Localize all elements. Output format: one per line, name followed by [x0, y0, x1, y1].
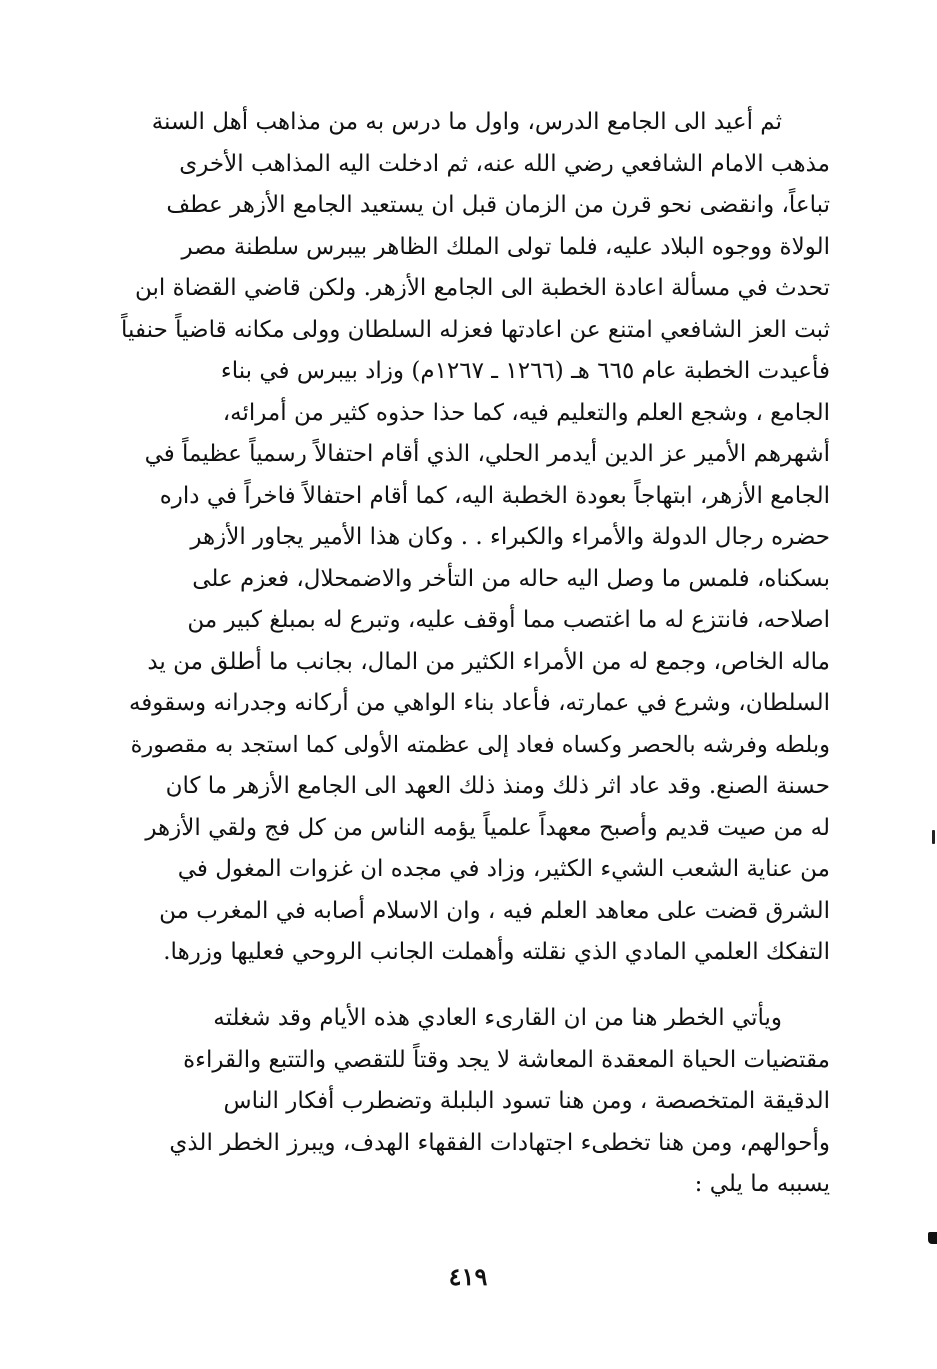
scan-mark — [932, 830, 935, 844]
text-line: ويأتي الخطر هنا من ان القارىء العادي هذه الأيام وقد شغلته — [213, 1005, 782, 1031]
text-line: أشهرهم الأمير عز الدين أيدمر الحلي، الذي أقام احتفالاً رسمياً عظيماً في — [144, 441, 830, 467]
text-line: مذهب الامام الشافعي رضي الله عنه، ثم ادخلت اليه المذاهب الأخرى — [179, 150, 830, 177]
text-line: الولاة ووجوه البلاد عليه، فلما تولى الملك الظاهر بيبرس سلطنة مصر — [181, 233, 830, 260]
text-line: بسكناه، فلمس ما وصل اليه حاله من التأخر والاضمحلال، فعزم على — [192, 565, 830, 592]
scan-mark — [928, 1232, 937, 1244]
paragraph-2 — [118, 998, 830, 1206]
text-line: التفكك العلمي المادي الذي نقلته وأهملت الجانب الروحي فعليها وزرها. — [163, 939, 830, 965]
text-line: ثم أعيد الى الجامع الدرس، واول ما درس به من مذاهب أهل السنة — [151, 109, 782, 135]
paragraph-1 — [118, 102, 830, 974]
text-line: ماله الخاص، وجمع له من الأمراء الكثير من المال، بجانب ما أطلق من يد — [147, 648, 830, 675]
text-line: حسنة الصنع. وقد عاد اثر ذلك ومنذ ذلك العهد الى الجامع الأزهر ما كان — [165, 773, 830, 799]
text-line: يسببه ما يلي : — [694, 1171, 830, 1197]
text-line: الدقيقة المتخصصة ، ومن هنا تسود البلبلة وتضطرب أفكار الناس — [223, 1088, 830, 1114]
text-line: فأعيدت الخطبة عام ٦٦٥ هـ (١٢٦٦ ـ ١٢٦٧م) وزاد بيبرس في بناء — [220, 358, 830, 384]
text-line: وأحوالهم، ومن هنا تخطىء اجتهادات الفقهاء الهدف، ويبرز الخطر الذي — [169, 1129, 830, 1156]
text-line: حضره رجال الدولة والأمراء والكبراء . . وكان هذا الأمير يجاور الأزهر — [190, 524, 830, 550]
text-line: تباعاً، وانقضى نحو قرن من الزمان قبل ان يستعيد الجامع الأزهر عطف — [166, 192, 830, 218]
text-line: من عناية الشعب الشيء الكثير، وزاد في مجده ان غزوات المغول في — [177, 856, 830, 882]
text-line: له من صيت قديم وأصبح معهداً علمياً يؤمه الناس من كل فج ولقي الأزهر — [145, 814, 830, 841]
text-line: مقتضيات الحياة المعقدة المعاشة لا يجد وقتاً للتقصي والتتبع والقراءة — [183, 1046, 830, 1073]
page-number: ٤١٩ — [448, 1262, 488, 1291]
text-line: الجامع الأزهر، ابتهاجاً بعودة الخطبة اليه، كما أقام احتفالاً فاخراً في داره — [159, 482, 830, 509]
text-line: ثبت العز الشافعي امتنع عن اعادتها فعزله السلطان وولى مكانه قاضياً حنفياً — [121, 316, 830, 343]
text-line: الجامع ، وشجع العلم والتعليم فيه، كما حذا حذوه كثير من أمرائه، — [222, 399, 830, 426]
text-line: اصلاحه، فانتزع له ما اغتصب مما أوقف عليه، وتبرع له بمبلغ كبير من — [187, 607, 830, 633]
text-line: السلطان، وشرع في عمارته، فأعاد بناء الواهي من أركانه وجدرانه وسقوفه — [128, 690, 830, 716]
text-line: الشرق قضت على معاهد العلم فيه ، وان الاسلام أصابه في المغرب من — [159, 897, 830, 924]
text-line: وبلطه وفرشه بالحصر وكساه فعاد إلى عظمته الأولى كما استجد به مقصورة — [130, 731, 830, 758]
text-line: تحدث في مسألة اعادة الخطبة الى الجامع الأزهر. ولكن قاضي القضاة ابن — [134, 275, 830, 301]
